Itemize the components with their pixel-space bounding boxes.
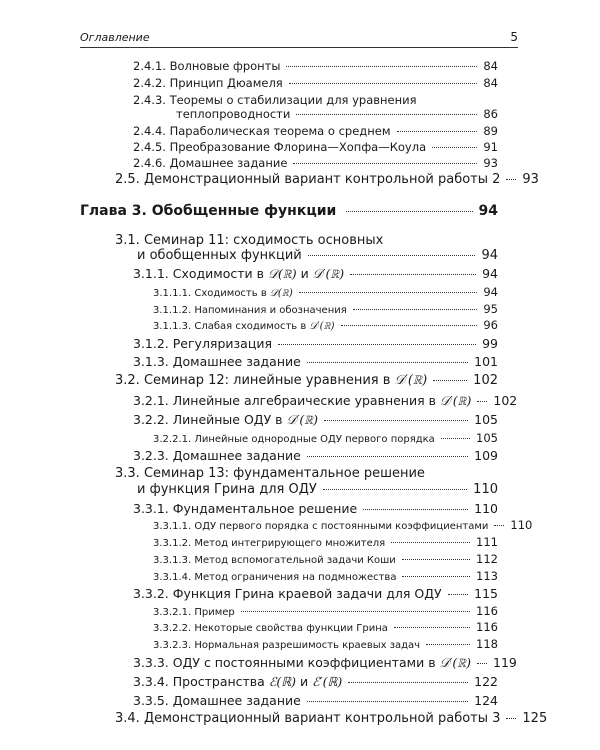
toc-entry[interactable]: и обобщенных функций 94 — [137, 248, 498, 263]
toc-entry[interactable]: 2.4.6. Домашнее задание 93 — [133, 156, 498, 170]
toc-entry-line: 2.4.3. Теоремы о стабилизации для уравнения — [133, 93, 417, 107]
chapter-heading[interactable]: Глава 3. Обобщенные функции 94 — [80, 203, 498, 219]
toc-entry[interactable]: 2.4.2. Принцип Дюамеля 84 — [133, 76, 498, 90]
toc-entry[interactable]: 2.4.1. Волновые фронты 84 — [133, 59, 498, 73]
toc-entry[interactable]: 3.1.2. Регуляризация 99 — [133, 336, 498, 351]
running-title: Оглавление — [80, 31, 150, 44]
toc-entry[interactable]: 3.3.2.3. Нормальная разрешимость краевых задач 118 — [153, 637, 498, 651]
toc-entry[interactable]: 3.2.2.1. Линейные однородные ОДУ первого порядка 105 — [153, 431, 498, 445]
toc-entry[interactable]: 3.3.4. Пространства ℰ(ℝ) и ℰ′(ℝ) 122 — [133, 674, 498, 689]
toc-entry[interactable]: 3.1.1.3. Слабая сходимость в 𝒟′(ℝ) 96 — [153, 318, 498, 332]
toc-entry[interactable]: 3.1.1.2. Напоминания и обозначения 95 — [153, 302, 498, 316]
toc-entry[interactable]: 3.1.3. Домашнее задание 101 — [133, 354, 498, 369]
toc-entry[interactable]: 2.5. Демонстрационный вариант контрольной работы 2 93 — [115, 172, 539, 187]
toc-entry[interactable]: 3.2. Семинар 12: линейные уравнения в 𝒟′(ℝ) 102 — [115, 373, 498, 388]
toc-entry[interactable]: 2.4.5. Преобразование Флорина—Хопфа—Коула 91 — [133, 140, 498, 154]
toc-entry-line: 3.1. Семинар 11: сходимость основных — [115, 233, 384, 248]
toc-entry[interactable]: 3.2.3. Домашнее задание 109 — [133, 448, 498, 463]
toc-entry[interactable]: 2.4.4. Параболическая теорема о среднем 89 — [133, 124, 498, 138]
page-number: 5 — [510, 30, 518, 44]
toc-entry[interactable]: 3.3.1.2. Метод интегрирующего множителя 111 — [153, 535, 498, 549]
toc-entry[interactable]: 3.3.3. ОДУ с постоянными коэффициентами в 𝒟′(ℝ) 119 — [133, 655, 517, 670]
toc-entry[interactable]: и функция Грина для ОДУ 110 — [137, 482, 498, 497]
toc-entry[interactable]: 3.1.1. Сходимости в 𝒟(ℝ) и 𝒟′(ℝ) 94 — [133, 266, 498, 281]
toc-entry[interactable]: 3.3.2.2. Некоторые свойства функции Грина 116 — [153, 620, 498, 634]
toc-entry[interactable]: 3.3.1.4. Метод ограничения на подмножества 113 — [153, 569, 498, 583]
toc-entry[interactable]: 3.3.5. Домашнее задание 124 — [133, 693, 498, 708]
toc-entry[interactable]: 3.3.1.1. ОДУ первого порядка с постоянными коэффициентами 110 — [153, 518, 533, 532]
toc-entry-line: 3.3. Семинар 13: фундаментальное решение — [115, 466, 425, 481]
toc-entry[interactable]: 3.2.2. Линейные ОДУ в 𝒟′(ℝ) 105 — [133, 412, 498, 427]
toc-entry[interactable]: 3.2.1. Линейные алгебраические уравнения в 𝒟′(ℝ) 102 — [133, 393, 518, 408]
toc-entry[interactable]: 3.3.2.1. Пример 116 — [153, 604, 498, 618]
toc-entry[interactable]: 3.3.1. Фундаментальное решение 110 — [133, 501, 498, 516]
toc-entry[interactable]: 3.3.1.3. Метод вспомогательной задачи Коши 112 — [153, 552, 498, 566]
toc-entry[interactable]: 3.4. Демонстрационный вариант контрольной работы 3 125 — [115, 711, 548, 726]
toc-entry[interactable]: 3.3.2. Функция Грина краевой задачи для ОДУ 115 — [133, 586, 498, 601]
toc-entry[interactable]: теплопроводности 86 — [176, 107, 498, 121]
toc-entry[interactable]: 3.1.1.1. Сходимость в 𝒟(ℝ) 94 — [153, 285, 498, 299]
